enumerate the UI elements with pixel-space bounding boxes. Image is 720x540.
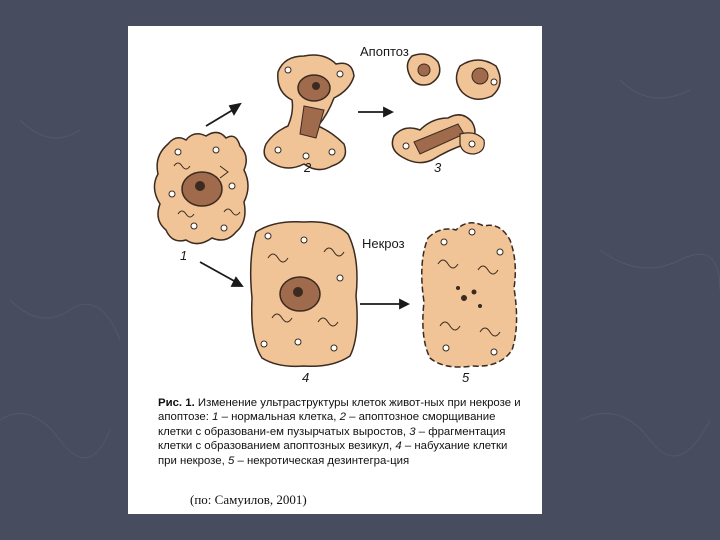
caption-ref-2: 2 [339, 411, 346, 424]
stage-number-4: 4 [302, 370, 310, 385]
arrow-normal-to-apoptotic [206, 104, 240, 126]
normal-cell [154, 132, 248, 243]
stage-number-3: 3 [434, 160, 442, 175]
caption-ref-4: 4 [395, 440, 402, 453]
stage-number-2: 2 [304, 160, 312, 175]
apoptotic-vesicles [392, 54, 500, 163]
caption-text-3: – апоптозное сморщивание клетки с образовани-ем пузырчатых выростов, [158, 411, 496, 438]
disintegrating-cell [422, 223, 517, 367]
apoptosis-label: Апоптоз [360, 44, 409, 59]
stage-number-1: 1 [180, 248, 188, 263]
figure-number: Рис. 1. [158, 397, 195, 409]
caption-text-2: – нормальная клетка, [218, 411, 340, 424]
arrow-normal-to-necrotic [200, 262, 242, 286]
figure-panel [128, 26, 542, 514]
caption-ref-3: 3 [409, 425, 416, 438]
caption-text-5: – набухание клетки при некрозе, [158, 440, 508, 467]
caption-text-1: Изменение ультраструктуры клеток живот-ных при некрозе и апоптозе: [158, 397, 521, 424]
caption-ref-1: 1 [212, 411, 219, 424]
caption-source [190, 492, 307, 508]
arrow-apoptotic-to-vesicles [358, 108, 392, 116]
caption-ref-5: 5 [227, 454, 235, 467]
apoptotic-shrinking-cell [264, 55, 354, 170]
arrow-swelling-to-disintegration [360, 300, 408, 308]
swollen-necrotic-cell [251, 222, 357, 367]
caption-text-6: – некротическая дезинтегра-ция [234, 454, 410, 467]
stage-number-5: 5 [462, 370, 470, 385]
caption-text-4: – фрагментация клетки с образованием апоптозных везикул, [158, 425, 506, 453]
figure-caption [158, 396, 528, 468]
source-reference: (по: Самуилов, 2001) [190, 492, 307, 507]
necrosis-label: Некроз [362, 236, 405, 251]
